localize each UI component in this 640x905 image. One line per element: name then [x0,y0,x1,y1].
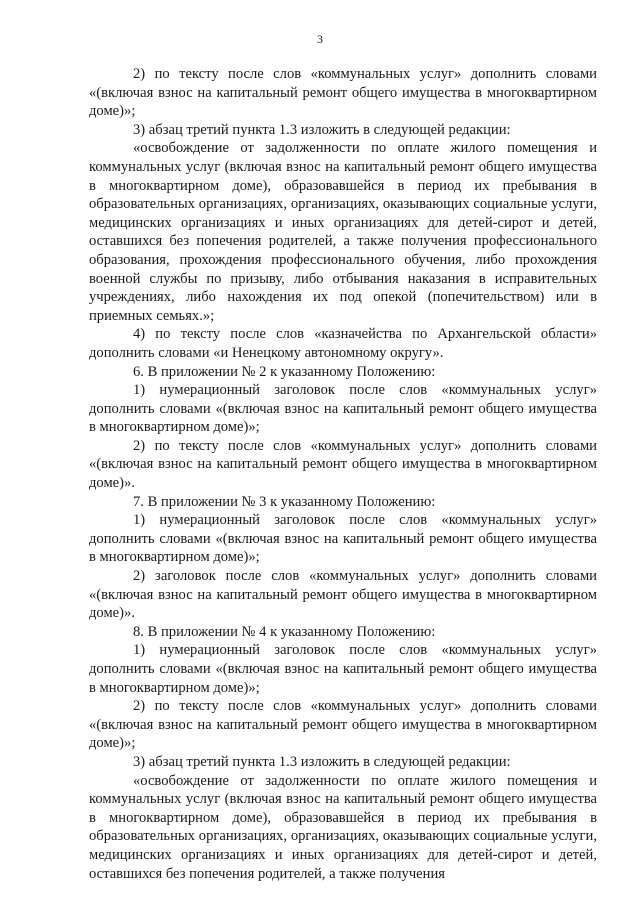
paragraph: 6. В приложении № 2 к указанному Положению: [133,363,436,380]
paragraph: 1) нумерационный заголовок после слов «коммунальных услуг» дополнить словами «(включая взнос на капитальный ремонт общего имущества в многоквартирном доме)»; [89,642,597,696]
paragraph: «освобождение от задолженности по оплате жилого помещения и коммунальных услуг (включая взнос на капитальный ремонт общего имущества в многоквартирном доме), образовавшейся в период их пребывания в образовательных организациях, организациях, оказывающих социальные услуги, медицинских организациях и иных организациях для детей-сирот и детей, оставшихся без попечения родителей, а также получения профессионального образования, прохождения профессионального обучения, либо прохождения военной службы по призыву, либо отбывания наказания в исправительных учреждениях, либо нахождения их под опекой (попечительством) или в приемных семьях.»; [89,140,597,324]
paragraph: 8. В приложении № 4 к указанному Положению: [133,623,436,640]
paragraph: 2) по тексту после слов «коммунальных услуг» дополнить словами «(включая взнос на капитальный ремонт общего имущества в многоквартирном доме)». [89,437,597,492]
paragraph: 3) абзац третий пункта 1.3 изложить в следующей редакции: [133,121,511,138]
paragraph: 2) по тексту после слов «коммунальных услуг» дополнить словами «(включая взнос на капитальный ремонт общего имущества в многоквартирном доме)»; [89,66,597,120]
paragraph: 3) абзац третий пункта 1.3 изложить в следующей редакции: [133,753,511,770]
paragraph: 2) заголовок после слов «коммунальных услуг» дополнить словами «(включая взнос на капитальный ремонт общего имущества в многоквартирном доме)». [89,568,597,622]
paragraph: 1) нумерационный заголовок после слов «коммунальных услуг» дополнить словами «(включая взнос на капитальный ремонт общего имущества в многоквартирном доме)»; [89,512,597,566]
paragraph: 1) нумерационный заголовок после слов «коммунальных услуг» дополнить словами «(включая взнос на капитальный ремонт общего имущества в многоквартирном доме)»; [89,382,597,436]
paragraph: 4) по тексту после слов «казначейства по Архангельской области» дополнить словами «и Ненецкому автономному округу». [89,326,597,361]
paragraph: «освобождение от задолженности по оплате жилого помещения и коммунальных услуг (включая взнос на капитальный ремонт общего имущества в многоквартирном доме), образовавшейся в период их пребывания в образовательных организациях, организациях, оказывающих социальные услуги, медицинских организациях и иных организациях для детей-сирот и детей, оставшихся без попечения родителей, а также получения [89,772,597,882]
document-body [89,65,597,883]
paragraph: 7. В приложении № 3 к указанному Положению: [133,493,436,510]
paragraph: 2) по тексту после слов «коммунальных услуг» дополнить словами «(включая взнос на капитальный ремонт общего имущества в многоквартирном доме)»; [89,698,597,752]
page-number: 3 [317,32,323,46]
